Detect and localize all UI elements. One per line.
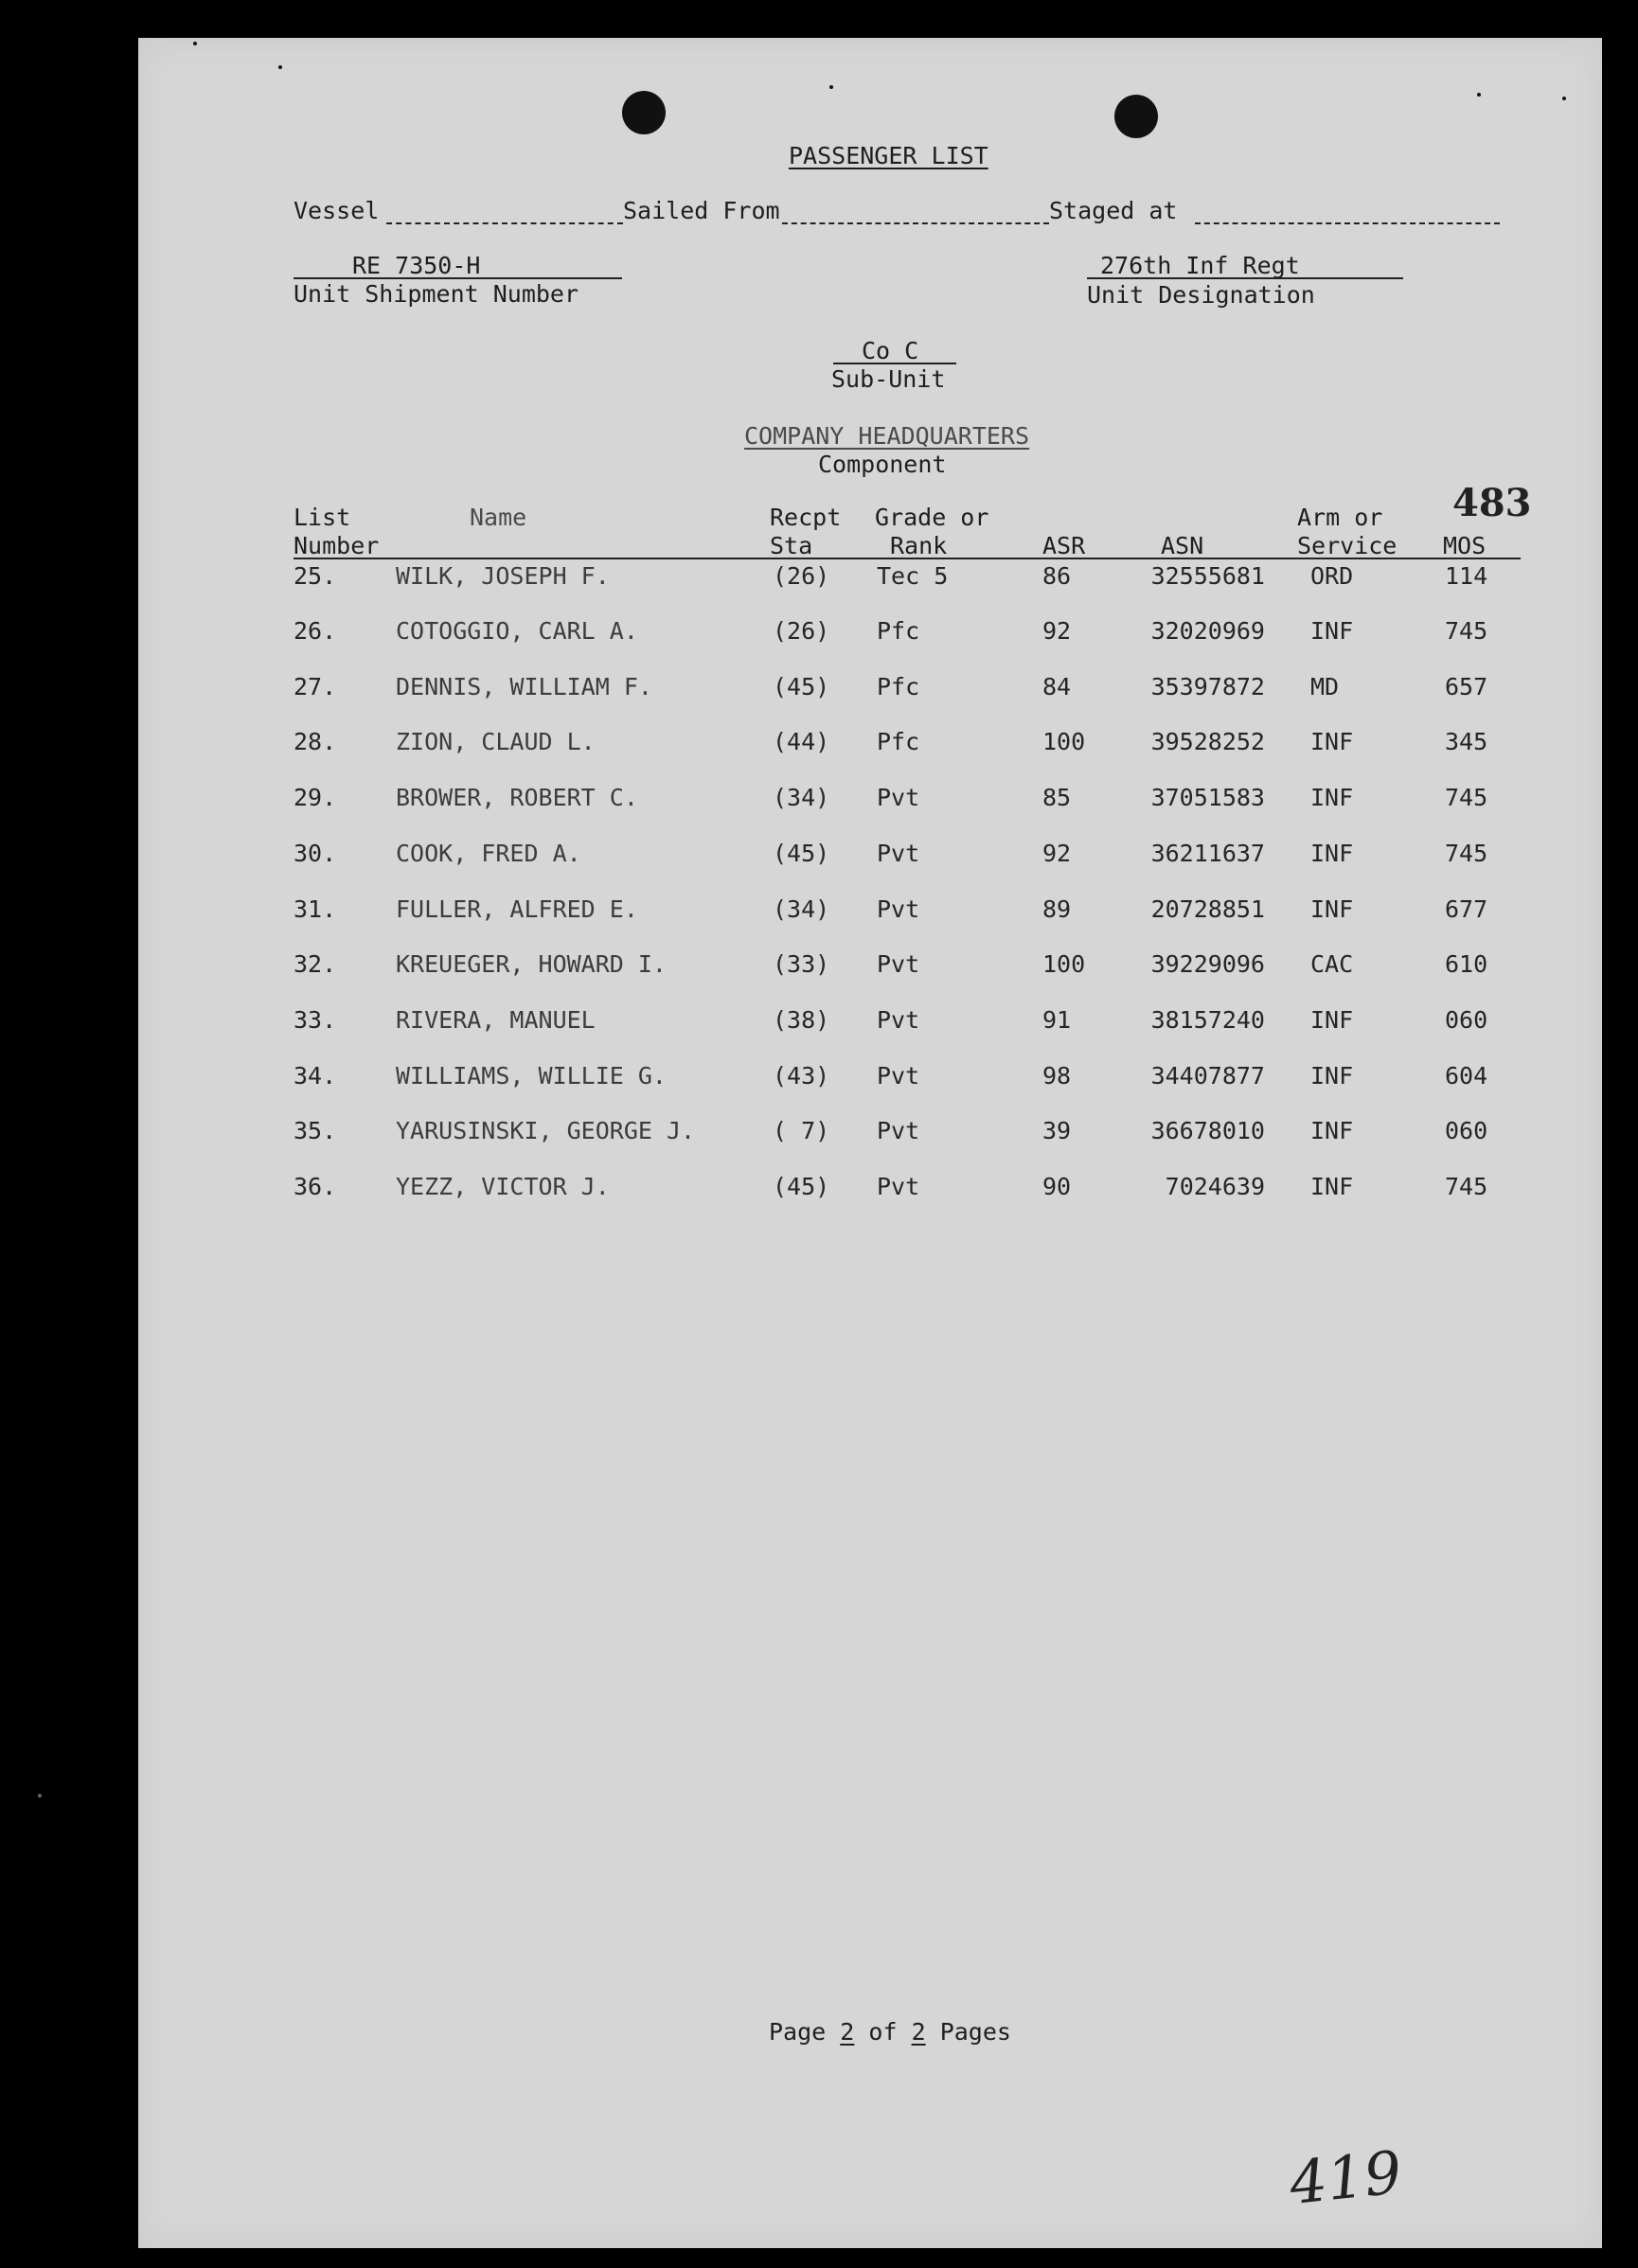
row-mos: 745 xyxy=(1445,1173,1488,1200)
row-asr: 84 xyxy=(1042,673,1072,700)
row-arm: INF xyxy=(1310,840,1354,867)
row-recpt-sta: (45) xyxy=(773,1173,830,1200)
row-number: 34. xyxy=(294,1062,337,1090)
row-asn: 36211637 xyxy=(1150,840,1265,867)
row-rank: Pvt xyxy=(877,784,920,811)
punch-hole-left xyxy=(622,91,666,134)
vessel-label: Vessel xyxy=(294,197,380,224)
page-of: of xyxy=(868,2018,898,2046)
staged-at-label: Staged at xyxy=(1049,197,1178,224)
margin-speck xyxy=(38,1794,42,1798)
row-name: COTOGGIO, CARL A. xyxy=(396,617,638,645)
sub-unit-value: Co C xyxy=(862,337,919,364)
col-grade-1: Grade or xyxy=(875,504,989,531)
row-mos: 745 xyxy=(1445,784,1488,811)
row-name: BROWER, ROBERT C. xyxy=(396,784,638,811)
row-asn: 20728851 xyxy=(1150,895,1265,923)
row-asr: 100 xyxy=(1042,950,1086,978)
row-asn: 38157240 xyxy=(1150,1006,1265,1034)
unit-shipment-rule xyxy=(294,277,622,279)
sub-unit-rule xyxy=(833,363,956,364)
row-asr: 39 xyxy=(1042,1117,1072,1144)
page-prefix: Page xyxy=(769,2018,827,2046)
row-recpt-sta: (34) xyxy=(773,895,830,923)
row-recpt-sta: (38) xyxy=(773,1006,830,1034)
row-asn: 39528252 xyxy=(1150,728,1265,755)
speck xyxy=(1477,93,1481,97)
unit-designation-label: Unit Designation xyxy=(1087,281,1315,309)
row-asr: 86 xyxy=(1042,562,1072,590)
row-number: 33. xyxy=(294,1006,337,1034)
col-grade-2: Rank xyxy=(890,532,948,559)
row-mos: 604 xyxy=(1445,1062,1488,1090)
row-number: 36. xyxy=(294,1173,337,1200)
header-rule xyxy=(294,558,1521,559)
row-asr: 91 xyxy=(1042,1006,1072,1034)
col-asr: ASR xyxy=(1042,532,1086,559)
row-arm: INF xyxy=(1310,784,1354,811)
row-recpt-sta: (45) xyxy=(773,840,830,867)
component-value: COMPANY HEADQUARTERS xyxy=(744,422,1030,450)
row-recpt-sta: (45) xyxy=(773,673,830,700)
row-name: KREUEGER, HOWARD I. xyxy=(396,950,667,978)
row-name: YARUSINSKI, GEORGE J. xyxy=(396,1117,696,1144)
speck xyxy=(1562,97,1566,100)
row-asr: 85 xyxy=(1042,784,1072,811)
row-number: 35. xyxy=(294,1117,337,1144)
row-asn: 36678010 xyxy=(1150,1117,1265,1144)
row-mos: 114 xyxy=(1445,562,1488,590)
row-recpt-sta: (26) xyxy=(773,562,830,590)
row-name: WILLIAMS, WILLIE G. xyxy=(396,1062,667,1090)
row-arm: INF xyxy=(1310,1062,1354,1090)
row-asr: 90 xyxy=(1042,1173,1072,1200)
staged-at-blank xyxy=(1195,222,1500,224)
row-arm: INF xyxy=(1310,1173,1354,1200)
punch-hole-right xyxy=(1114,95,1158,138)
row-mos: 677 xyxy=(1445,895,1488,923)
row-number: 27. xyxy=(294,673,337,700)
row-recpt-sta: (33) xyxy=(773,950,830,978)
speck xyxy=(193,42,197,45)
row-arm: INF xyxy=(1310,728,1354,755)
stamped-page-number: 483 xyxy=(1452,481,1532,525)
row-number: 31. xyxy=(294,895,337,923)
row-number: 32. xyxy=(294,950,337,978)
row-name: WILK, JOSEPH F. xyxy=(396,562,610,590)
row-rank: Pvt xyxy=(877,1006,920,1034)
vessel-blank xyxy=(386,222,623,224)
row-recpt-sta: (44) xyxy=(773,728,830,755)
page-current: 2 xyxy=(840,2018,855,2046)
row-rank: Pvt xyxy=(877,895,920,923)
sailed-from-blank xyxy=(782,222,1049,224)
row-recpt-sta: ( 7) xyxy=(773,1117,830,1144)
row-mos: 060 xyxy=(1445,1006,1488,1034)
row-number: 26. xyxy=(294,617,337,645)
page-total: 2 xyxy=(911,2018,926,2046)
row-arm: INF xyxy=(1310,617,1354,645)
unit-designation-rule xyxy=(1087,277,1403,279)
row-rank: Pfc xyxy=(877,728,920,755)
row-arm: INF xyxy=(1310,1117,1354,1144)
row-mos: 745 xyxy=(1445,840,1488,867)
row-recpt-sta: (26) xyxy=(773,617,830,645)
document-title: PASSENGER LIST xyxy=(789,142,988,169)
row-number: 30. xyxy=(294,840,337,867)
row-rank: Pfc xyxy=(877,617,920,645)
row-mos: 657 xyxy=(1445,673,1488,700)
row-arm: INF xyxy=(1310,1006,1354,1034)
row-name: ZION, CLAUD L. xyxy=(396,728,596,755)
unit-designation: 276th Inf Regt xyxy=(1100,252,1300,279)
page-indicator xyxy=(769,2020,1011,2044)
row-mos: 610 xyxy=(1445,950,1488,978)
row-rank: Pvt xyxy=(877,840,920,867)
row-asr: 92 xyxy=(1042,617,1072,645)
row-rank: Pvt xyxy=(877,1062,920,1090)
row-asn: 39229096 xyxy=(1150,950,1265,978)
col-recpt-2: Sta xyxy=(770,532,813,559)
row-asr: 98 xyxy=(1042,1062,1072,1090)
row-asr: 92 xyxy=(1042,840,1072,867)
col-mos: MOS xyxy=(1443,532,1487,559)
row-asn: 7024639 xyxy=(1165,1173,1265,1200)
col-recpt-1: Recpt xyxy=(770,504,842,531)
component-label: Component xyxy=(818,451,947,478)
row-name: YEZZ, VICTOR J. xyxy=(396,1173,610,1200)
row-mos: 060 xyxy=(1445,1117,1488,1144)
row-rank: Pfc xyxy=(877,673,920,700)
row-asn: 32555681 xyxy=(1150,562,1265,590)
page-suffix: Pages xyxy=(939,2018,1011,2046)
row-name: DENNIS, WILLIAM F. xyxy=(396,673,652,700)
row-asr: 89 xyxy=(1042,895,1072,923)
row-number: 25. xyxy=(294,562,337,590)
row-recpt-sta: (43) xyxy=(773,1062,830,1090)
col-list-number-1: List xyxy=(294,504,351,531)
row-arm: MD xyxy=(1310,673,1340,700)
document-page xyxy=(138,38,1602,2248)
row-arm: ORD xyxy=(1310,562,1354,590)
handwritten-number: 419 xyxy=(1286,2137,1405,2218)
unit-shipment-number: RE 7350-H xyxy=(352,252,481,279)
unit-shipment-number-label: Unit Shipment Number xyxy=(294,280,579,308)
col-arm-2: Service xyxy=(1297,532,1398,559)
col-name: Name xyxy=(470,504,527,531)
row-mos: 745 xyxy=(1445,617,1488,645)
sub-unit-label: Sub-Unit xyxy=(831,365,946,393)
row-rank: Pvt xyxy=(877,950,920,978)
col-list-number-2: Number xyxy=(294,532,380,559)
row-arm: CAC xyxy=(1310,950,1354,978)
row-arm: INF xyxy=(1310,895,1354,923)
row-asn: 37051583 xyxy=(1150,784,1265,811)
sailed-from-label: Sailed From xyxy=(623,197,780,224)
row-rank: Pvt xyxy=(877,1173,920,1200)
row-rank: Tec 5 xyxy=(877,562,949,590)
row-asn: 32020969 xyxy=(1150,617,1265,645)
row-name: FULLER, ALFRED E. xyxy=(396,895,638,923)
row-asn: 35397872 xyxy=(1150,673,1265,700)
col-asn: ASN xyxy=(1161,532,1204,559)
row-name: RIVERA, MANUEL xyxy=(396,1006,596,1034)
row-recpt-sta: (34) xyxy=(773,784,830,811)
row-rank: Pvt xyxy=(877,1117,920,1144)
row-asr: 100 xyxy=(1042,728,1086,755)
row-asn: 34407877 xyxy=(1150,1062,1265,1090)
row-number: 29. xyxy=(294,784,337,811)
row-mos: 345 xyxy=(1445,728,1488,755)
speck xyxy=(278,65,282,69)
col-arm-1: Arm or xyxy=(1297,504,1383,531)
row-name: COOK, FRED A. xyxy=(396,840,581,867)
speck xyxy=(829,85,833,89)
row-number: 28. xyxy=(294,728,337,755)
